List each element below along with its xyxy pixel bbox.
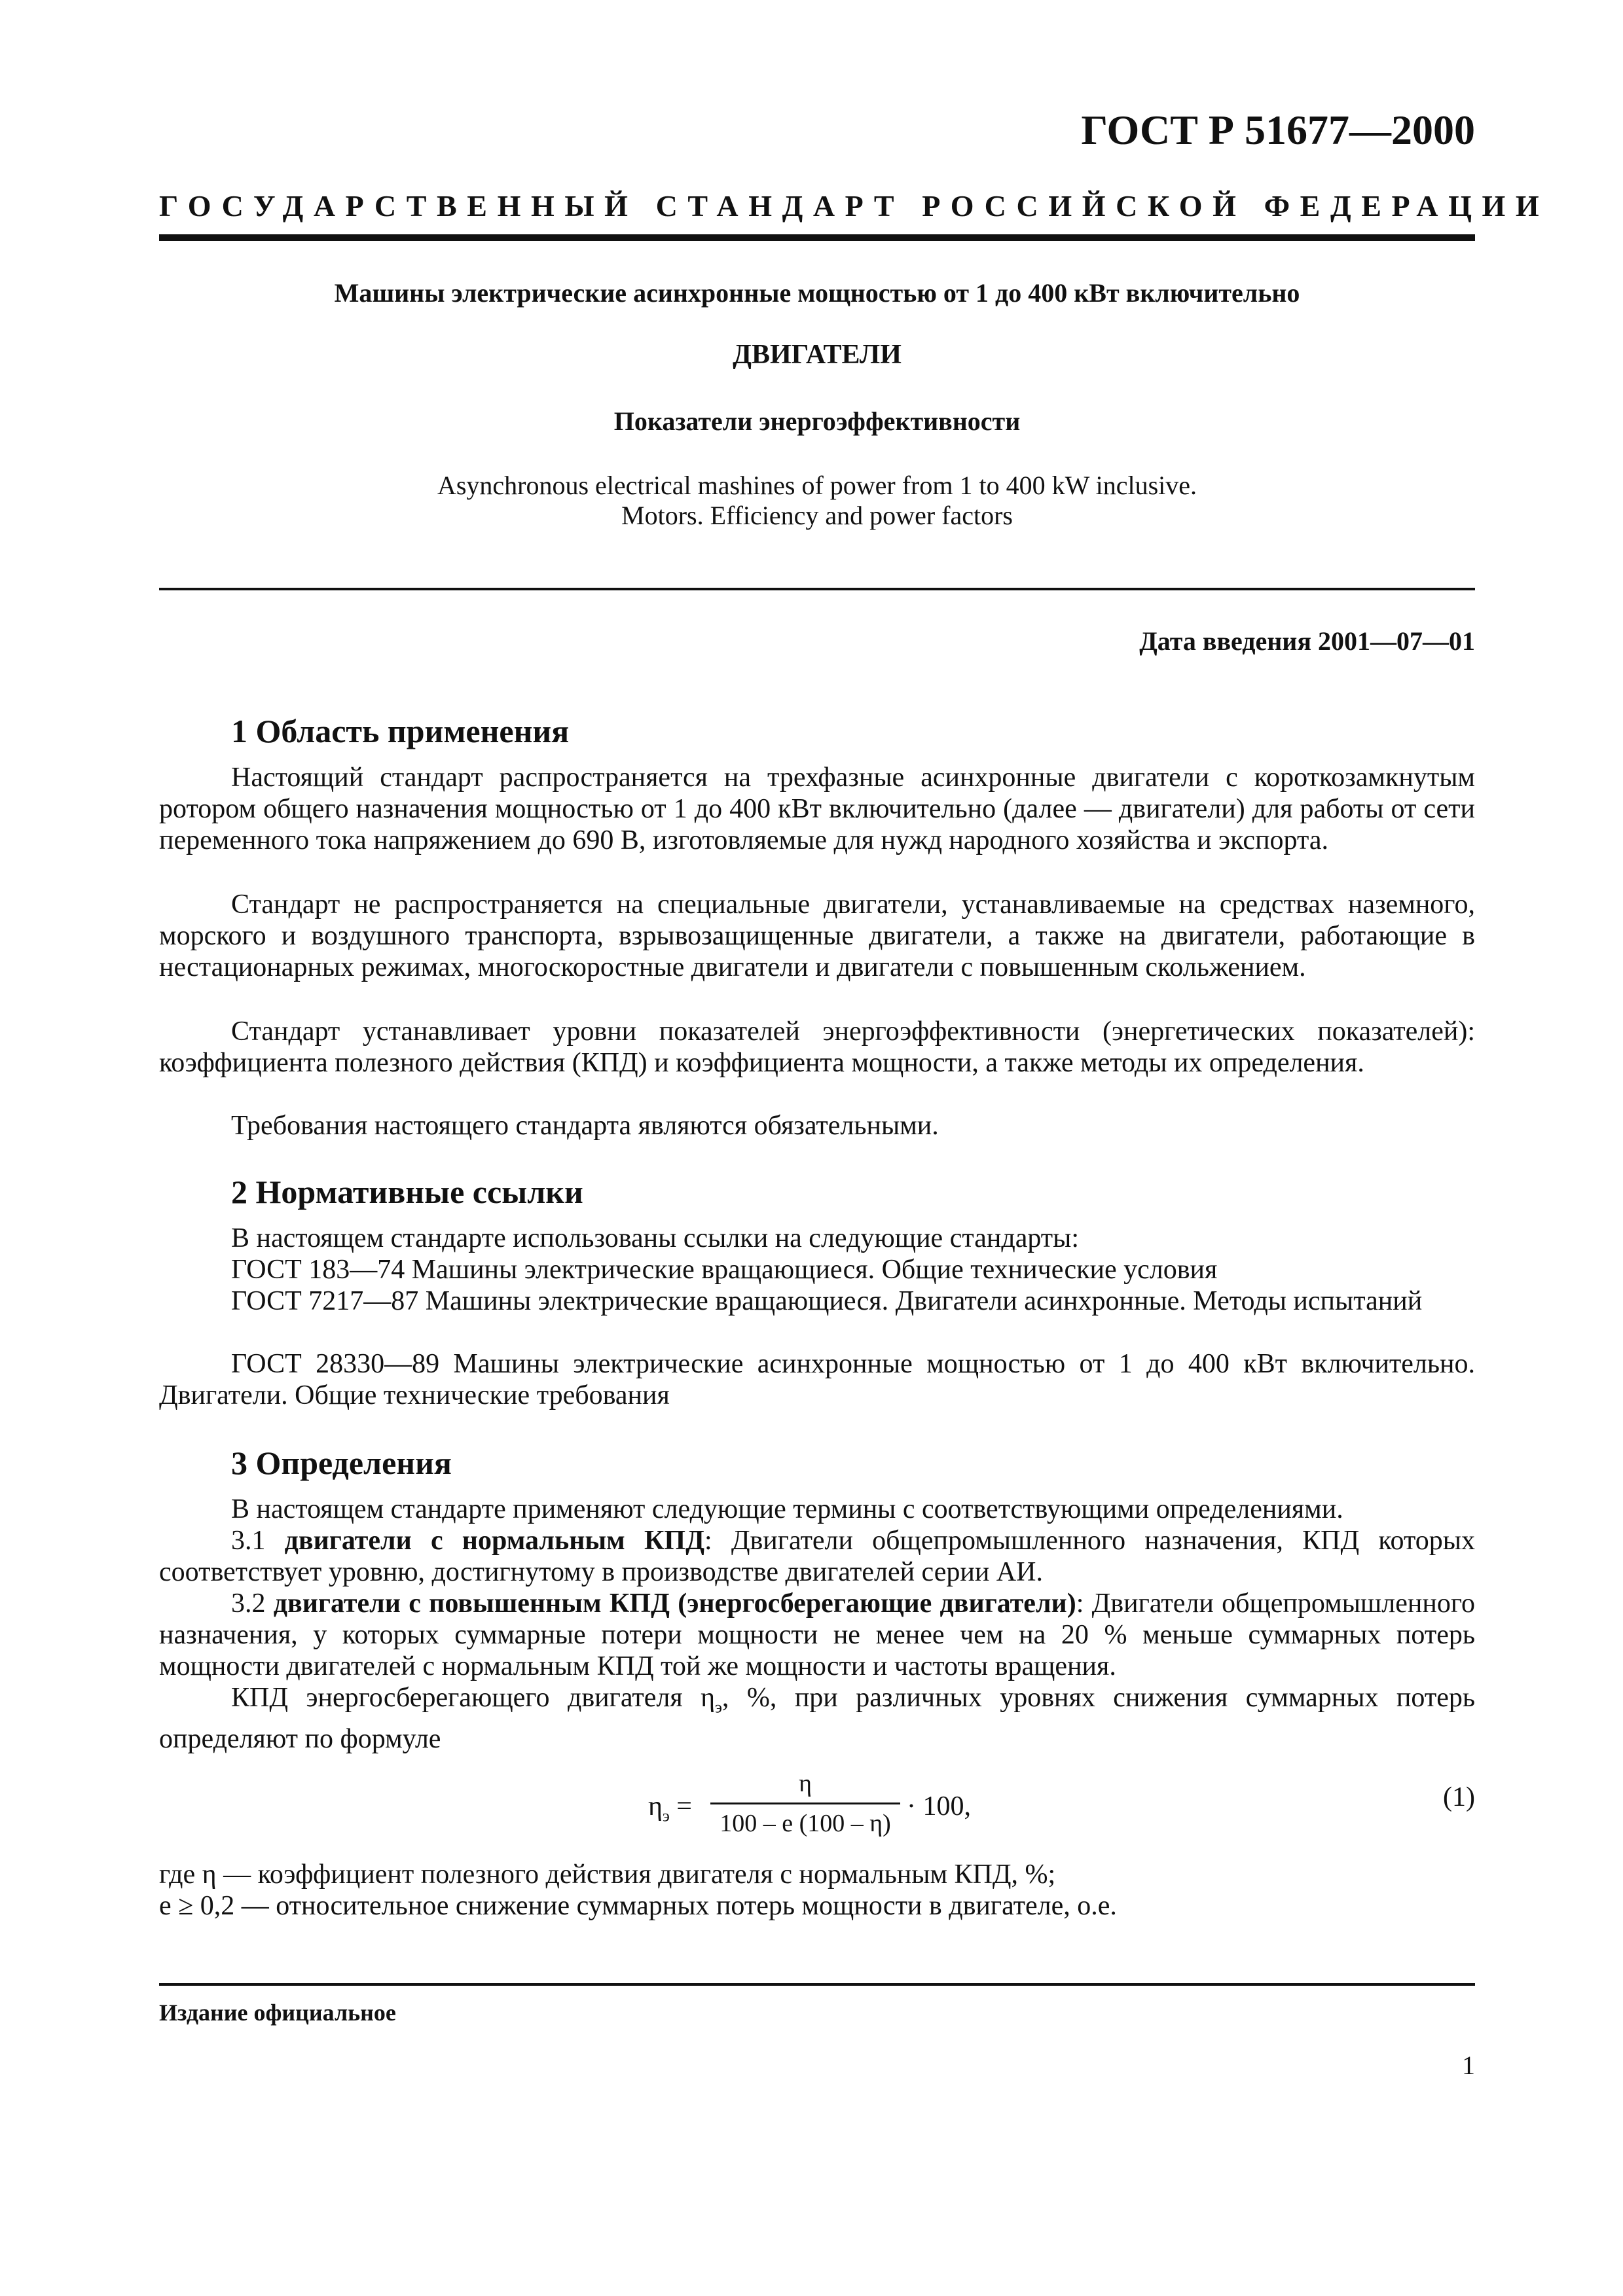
title-rule — [159, 588, 1475, 590]
definition-3-1-text: : Двигатели общепромышленного назначения, КПД которых соответствует уровню, достигнутому в производстве двигателей серии АИ. — [159, 1526, 1475, 1587]
standard-code: ГОСТ Р 51677—2000 — [1081, 107, 1475, 153]
formula-intro-paragraph — [159, 1682, 1475, 1755]
title-line-3: Показатели энергоэффективности — [613, 406, 1021, 436]
page-number: 1 — [1462, 2051, 1475, 2080]
section-1-paragraph-1: Настоящий стандарт распространяется на трехфазные асинхронные двигатели с короткозамкнутым ротором общего назначения мощностью от 1 до 400 кВт включительно (далее — двигатели) для работы от сети переменного тока напряжением до 690 В, изготовляемые для нужд народного хозяйства и экспорта. — [159, 762, 1475, 855]
formula-intro-rest: , %, при различных уровнях снижения суммарных потерь определяют по формуле — [159, 1683, 1475, 1755]
official-edition-label: Издание официальное — [159, 2000, 396, 2026]
english-title-1: Asynchronous electrical mashines of power from 1 to 400 kW inclusive. — [437, 471, 1197, 500]
title-line-1: Машины электрические асинхронные мощностью от 1 до 400 кВт включительно — [334, 278, 1300, 308]
section-1-paragraph-4: Требования настоящего стандарта являются обязательными. — [231, 1111, 939, 1141]
section-1-paragraph-3: Стандарт устанавливает уровни показателей энергоэффективности (энергетических показателей): коэффициента полезного действия (КПД) и коэффициента мощности, а также методы их определения. — [159, 1016, 1475, 1078]
formula-equals: = — [676, 1791, 692, 1821]
formula-denominator: 100 – e (100 – η) — [720, 1810, 891, 1837]
definition-3-2-term: двигатели с повышенным КПД (энергосберегающие двигатели) — [273, 1588, 1076, 1619]
section-3-heading: 3 Определения — [231, 1444, 452, 1481]
definition-3-2-number: 3.2 — [231, 1588, 266, 1619]
formula-tail: · 100, — [907, 1791, 971, 1821]
formula-lhs — [648, 1791, 692, 1825]
formula-1 — [0, 1767, 1623, 1846]
section-1-heading: 1 Область применения — [231, 713, 570, 749]
section-2-heading: 2 Нормативные ссылки — [231, 1174, 583, 1210]
formula-fraction — [710, 1767, 900, 1840]
definition-3-1 — [159, 1525, 1475, 1588]
formula-number: (1) — [1443, 1782, 1475, 1812]
section-1-paragraph-2: Стандарт не распространяется на специальные двигатели, устанавливаемые на средствах наземного, морского и воздушного транспорта, взрывозащищенные двигатели, а также на двигатели, работающие в нестационарных режимах, многоскоростные двигатели и двигатели с повышенным скольжением. — [159, 889, 1475, 982]
formula-fraction-bar — [710, 1803, 900, 1804]
formula-numerator: η — [799, 1770, 812, 1797]
reference-gost-183: ГОСТ 183—74 Машины электрические вращающиеся. Общие технические условия — [231, 1255, 1218, 1285]
definition-3-2-text: : Двигатели общепромышленного назначения, у которых суммарные потери мощности не менее чем на 20 % меньше суммарных потерь мощности двигателей с нормальным КПД той же мощности и частоты вращения. — [159, 1588, 1475, 1681]
state-standard-title: ГОСУДАРСТВЕННЫЙ СТАНДАРТ РОССИЙСКОЙ ФЕДЕРАЦИИ — [159, 189, 1550, 223]
introduction-date: Дата введения 2001—07—01 — [1139, 626, 1475, 656]
title-line-2: ДВИГАТЕЛИ — [733, 340, 902, 370]
section-2-paragraph-1: В настоящем стандарте использованы ссылки на следующие стандарты: — [231, 1223, 1080, 1253]
formula-intro-subscript: э — [715, 1698, 722, 1717]
definition-3-1-number: 3.1 — [231, 1526, 266, 1556]
header-rule — [159, 234, 1475, 241]
formula-lhs-subscript: э — [662, 1807, 670, 1825]
reference-gost-7217: ГОСТ 7217—87 Машины электрические вращающиеся. Двигатели асинхронные. Методы испытаний — [231, 1286, 1423, 1316]
formula-where-2: e ≥ 0,2 — относительное снижение суммарных потерь мощности в двигателе, о.е. — [159, 1891, 1117, 1921]
footer-rule — [159, 1983, 1475, 1986]
section-3-paragraph-1: В настоящем стандарте применяют следующие термины с соответствующими определениями. — [231, 1494, 1343, 1524]
english-title-2: Motors. Efficiency and power factors — [621, 501, 1013, 530]
formula-where-1: где η — коэффициент полезного действия двигателя с нормальным КПД, %; — [159, 1859, 1056, 1890]
reference-gost-28330: ГОСТ 28330—89 Машины электрические асинхронные мощностью от 1 до 400 кВт включительно. Двигатели. Общие технические требования — [159, 1349, 1475, 1410]
formula-intro-text: КПД энергосберегающего двигателя η — [231, 1683, 716, 1713]
formula-lhs-symbol: η — [648, 1791, 663, 1821]
definition-3-2 — [159, 1588, 1475, 1682]
definition-3-1-term: двигатели с нормальным КПД — [284, 1526, 704, 1556]
